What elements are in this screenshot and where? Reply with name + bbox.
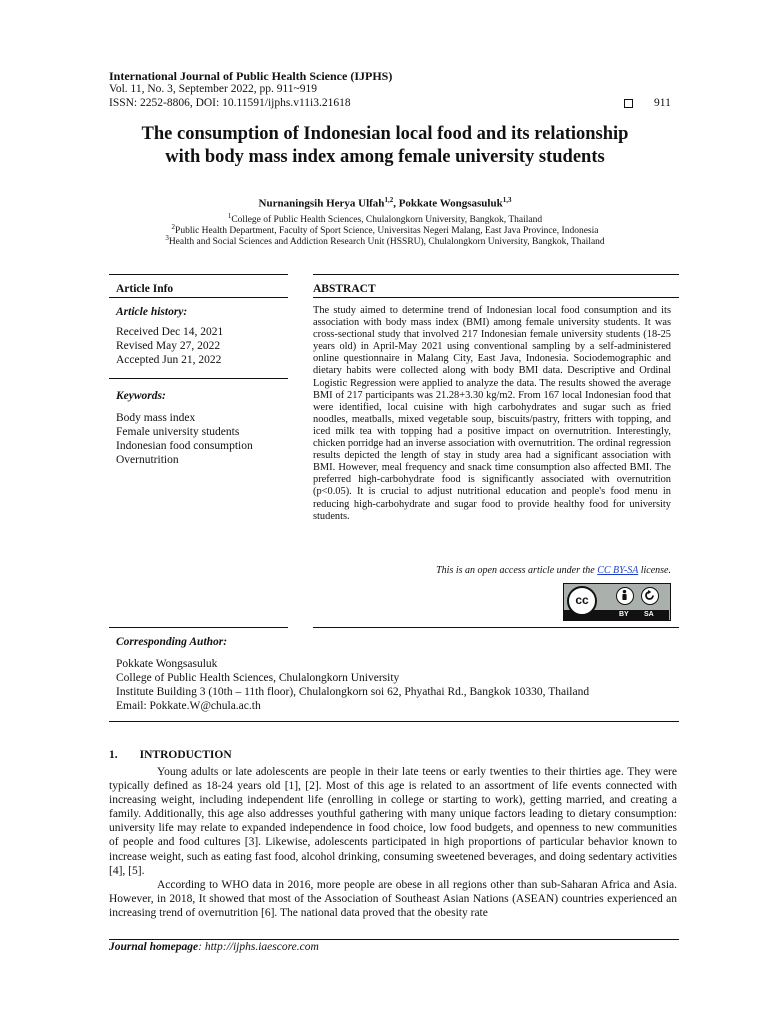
affiliation-3-text: Health and Social Sciences and Addiction Research Unit (HSSRU), Chulalongkorn University, Bangkok, Thailand	[168, 237, 605, 248]
affiliation-1-text: College of Public Health Sciences, Chulalongkorn University, Bangkok, Thailand	[231, 215, 543, 226]
keyword-item: Female university students	[116, 426, 240, 438]
received-date: Received Dec 14, 2021	[116, 326, 224, 338]
affiliation-2-sup: 2	[171, 223, 176, 231]
cc-by-label: BY	[619, 611, 629, 618]
article-history-label: Article history:	[116, 306, 188, 318]
rule-abstract-sub	[313, 297, 679, 298]
rule-corresponding-bottom	[109, 721, 679, 722]
journal-issn: ISSN: 2252-8806, DOI: 10.11591/ijphs.v11i3.21618	[109, 97, 351, 109]
accepted-date: Accepted Jun 21, 2022	[116, 354, 222, 366]
affiliation-1-sup: 1	[227, 212, 232, 220]
cc-icon: cc	[567, 586, 597, 616]
rule-corresponding-left	[109, 627, 288, 628]
rule-info-sub	[109, 297, 288, 298]
license-link[interactable]: CC BY-SA	[597, 565, 639, 576]
author-1-sup: 1,2	[384, 196, 394, 204]
introduction-heading	[109, 749, 232, 761]
journal-homepage	[109, 941, 319, 953]
rule-info-mid	[109, 378, 288, 379]
rule-corresponding-right	[313, 627, 679, 628]
paragraph: According to WHO data in 2016, more people are obese in all regions other than sub-Saharan Africa and Asia. However, in 2018, It showed that most of the Association of Southeast Asian Nations (ASEAN) countries experienced an increasing trend of overnutrition [6]. The national data proved that the obesity rate	[109, 878, 677, 919]
homepage-label: Journal homepage	[109, 941, 199, 953]
title-line-1: The consumption of Indonesian local food and its relationship	[141, 124, 629, 144]
corresponding-name: Pokkate Wongsasuluk	[116, 658, 218, 670]
abstract-heading: ABSTRACT	[313, 283, 376, 295]
rule-info-top	[109, 274, 288, 275]
homepage-url[interactable]: http://ijphs.iaescore.com	[204, 941, 319, 953]
license-prefix: This is an open access article under the	[436, 565, 598, 576]
share-alike-icon	[641, 587, 659, 605]
rule-abstract-top	[313, 274, 679, 275]
square-icon	[624, 99, 633, 108]
paragraph: Young adults or late adolescents are people in their late teens or early twenties to their thirties age. They were typically defined as 18-24 years old [1], [2]. Most of this age is related to an assortment of life events connected with increasing weight, including independent life (enrolling in college or starting to work), getting married, and creating a family. Additionally, this age also addresses youthful gathering with many unique factors leading to dietary consumption: university life may relate to expanded independence in food choice, low food budgets, and openness to new communities of people and food cultures [3]. Likewise, adolescents participated in high proportions of particular behavior known to increase weight, such as eating fast food, alcohol drinking, consuming sweetened beverages, and doing sedentary activities [4], [5].	[109, 766, 677, 877]
journal-volume: Vol. 11, No. 3, September 2022, pp. 911~919	[109, 83, 317, 95]
cc-sa-label: SA	[644, 611, 654, 618]
keywords-label: Keywords:	[116, 390, 166, 402]
abstract-text: The study aimed to determine trend of Indonesian local food consumption and its association with body mass index (BMI) among female university students. It was cross-sectional study that involved 217 Indonesian female university students (18-25 years old) in April-May 2021 using conventional sampling by a self-administered online questionnaire in Malang City, East Java, Indonesia. Sociodemographic and dietary habits were collected along with body BMI data. Descriptive and Ordinal Logistic Regression were applied to analyze the data. The results showed the average BMI of 217 participants was 21.28+3.30 kg/m2. From 167 local Indonesian food that were identified, local cuisine with high carbohydrates and sugar such as fried noodles, meatballs, mixed vegetable soup, biscuits/pastry, fritters with topping, and iced milk tea with topping had a positive impact on overnutrition. Interestingly, chicken porridge had an inverse association with overnutrition. The ordinal regression results depicted the length of stay in study area had a significant association with BMI. However, meal frequency and snack time consumption also affected BMI. The preferred high-carbohydrate food is significantly associated with overnutrition (p<0.05). It is crucial to adjust nutritional education and people's food menu in reducing high-carbohydrate and sugar food to provide healthy food for university students.	[313, 305, 671, 522]
corresponding-label: Corresponding Author:	[116, 636, 228, 648]
author-2: Pokkate Wongsasuluk	[398, 197, 503, 210]
page-number: 911	[654, 97, 671, 109]
article-info-heading: Article Info	[116, 283, 174, 295]
author-1: Nurnaningsih Herya Ulfah	[258, 197, 385, 210]
affiliation-2-text: Public Health Department, Faculty of Sport Science, Universitas Negeri Malang, East Java Province, Indonesia	[175, 226, 599, 237]
title-line-2: with body mass index among female university students	[165, 147, 605, 167]
section-number: 1.	[109, 749, 118, 761]
author-2-sup: 1,3	[502, 196, 512, 204]
journal-name: International Journal of Public Health Science (IJPHS)	[109, 69, 393, 83]
corresponding-address: Institute Building 3 (10th – 11th floor), Chulalongkorn soi 62, Phyathai Rd., Bangkok 10330, Thailand	[116, 686, 590, 698]
author-separator: ,	[393, 197, 399, 210]
license-suffix: license.	[638, 565, 671, 576]
section-title: INTRODUCTION	[139, 749, 232, 761]
affiliation-3-sup: 3	[165, 234, 169, 242]
person-icon	[616, 587, 634, 605]
corresponding-email: Email: Pokkate.W@chula.ac.th	[116, 700, 261, 712]
paper-title	[90, 123, 680, 169]
license-note	[313, 565, 671, 576]
cc-by-sa-logo	[563, 583, 671, 621]
introduction-body	[109, 765, 677, 920]
keyword-item: Indonesian food consumption	[116, 440, 253, 452]
keyword-item: Overnutrition	[116, 454, 179, 466]
revised-date: Revised May 27, 2022	[116, 340, 221, 352]
author-list	[90, 196, 680, 210]
keyword-item: Body mass index	[116, 412, 196, 424]
corresponding-affiliation: College of Public Health Sciences, Chulalongkorn University	[116, 672, 400, 684]
homepage-sep: :	[198, 941, 205, 953]
affiliation-3	[90, 234, 680, 247]
